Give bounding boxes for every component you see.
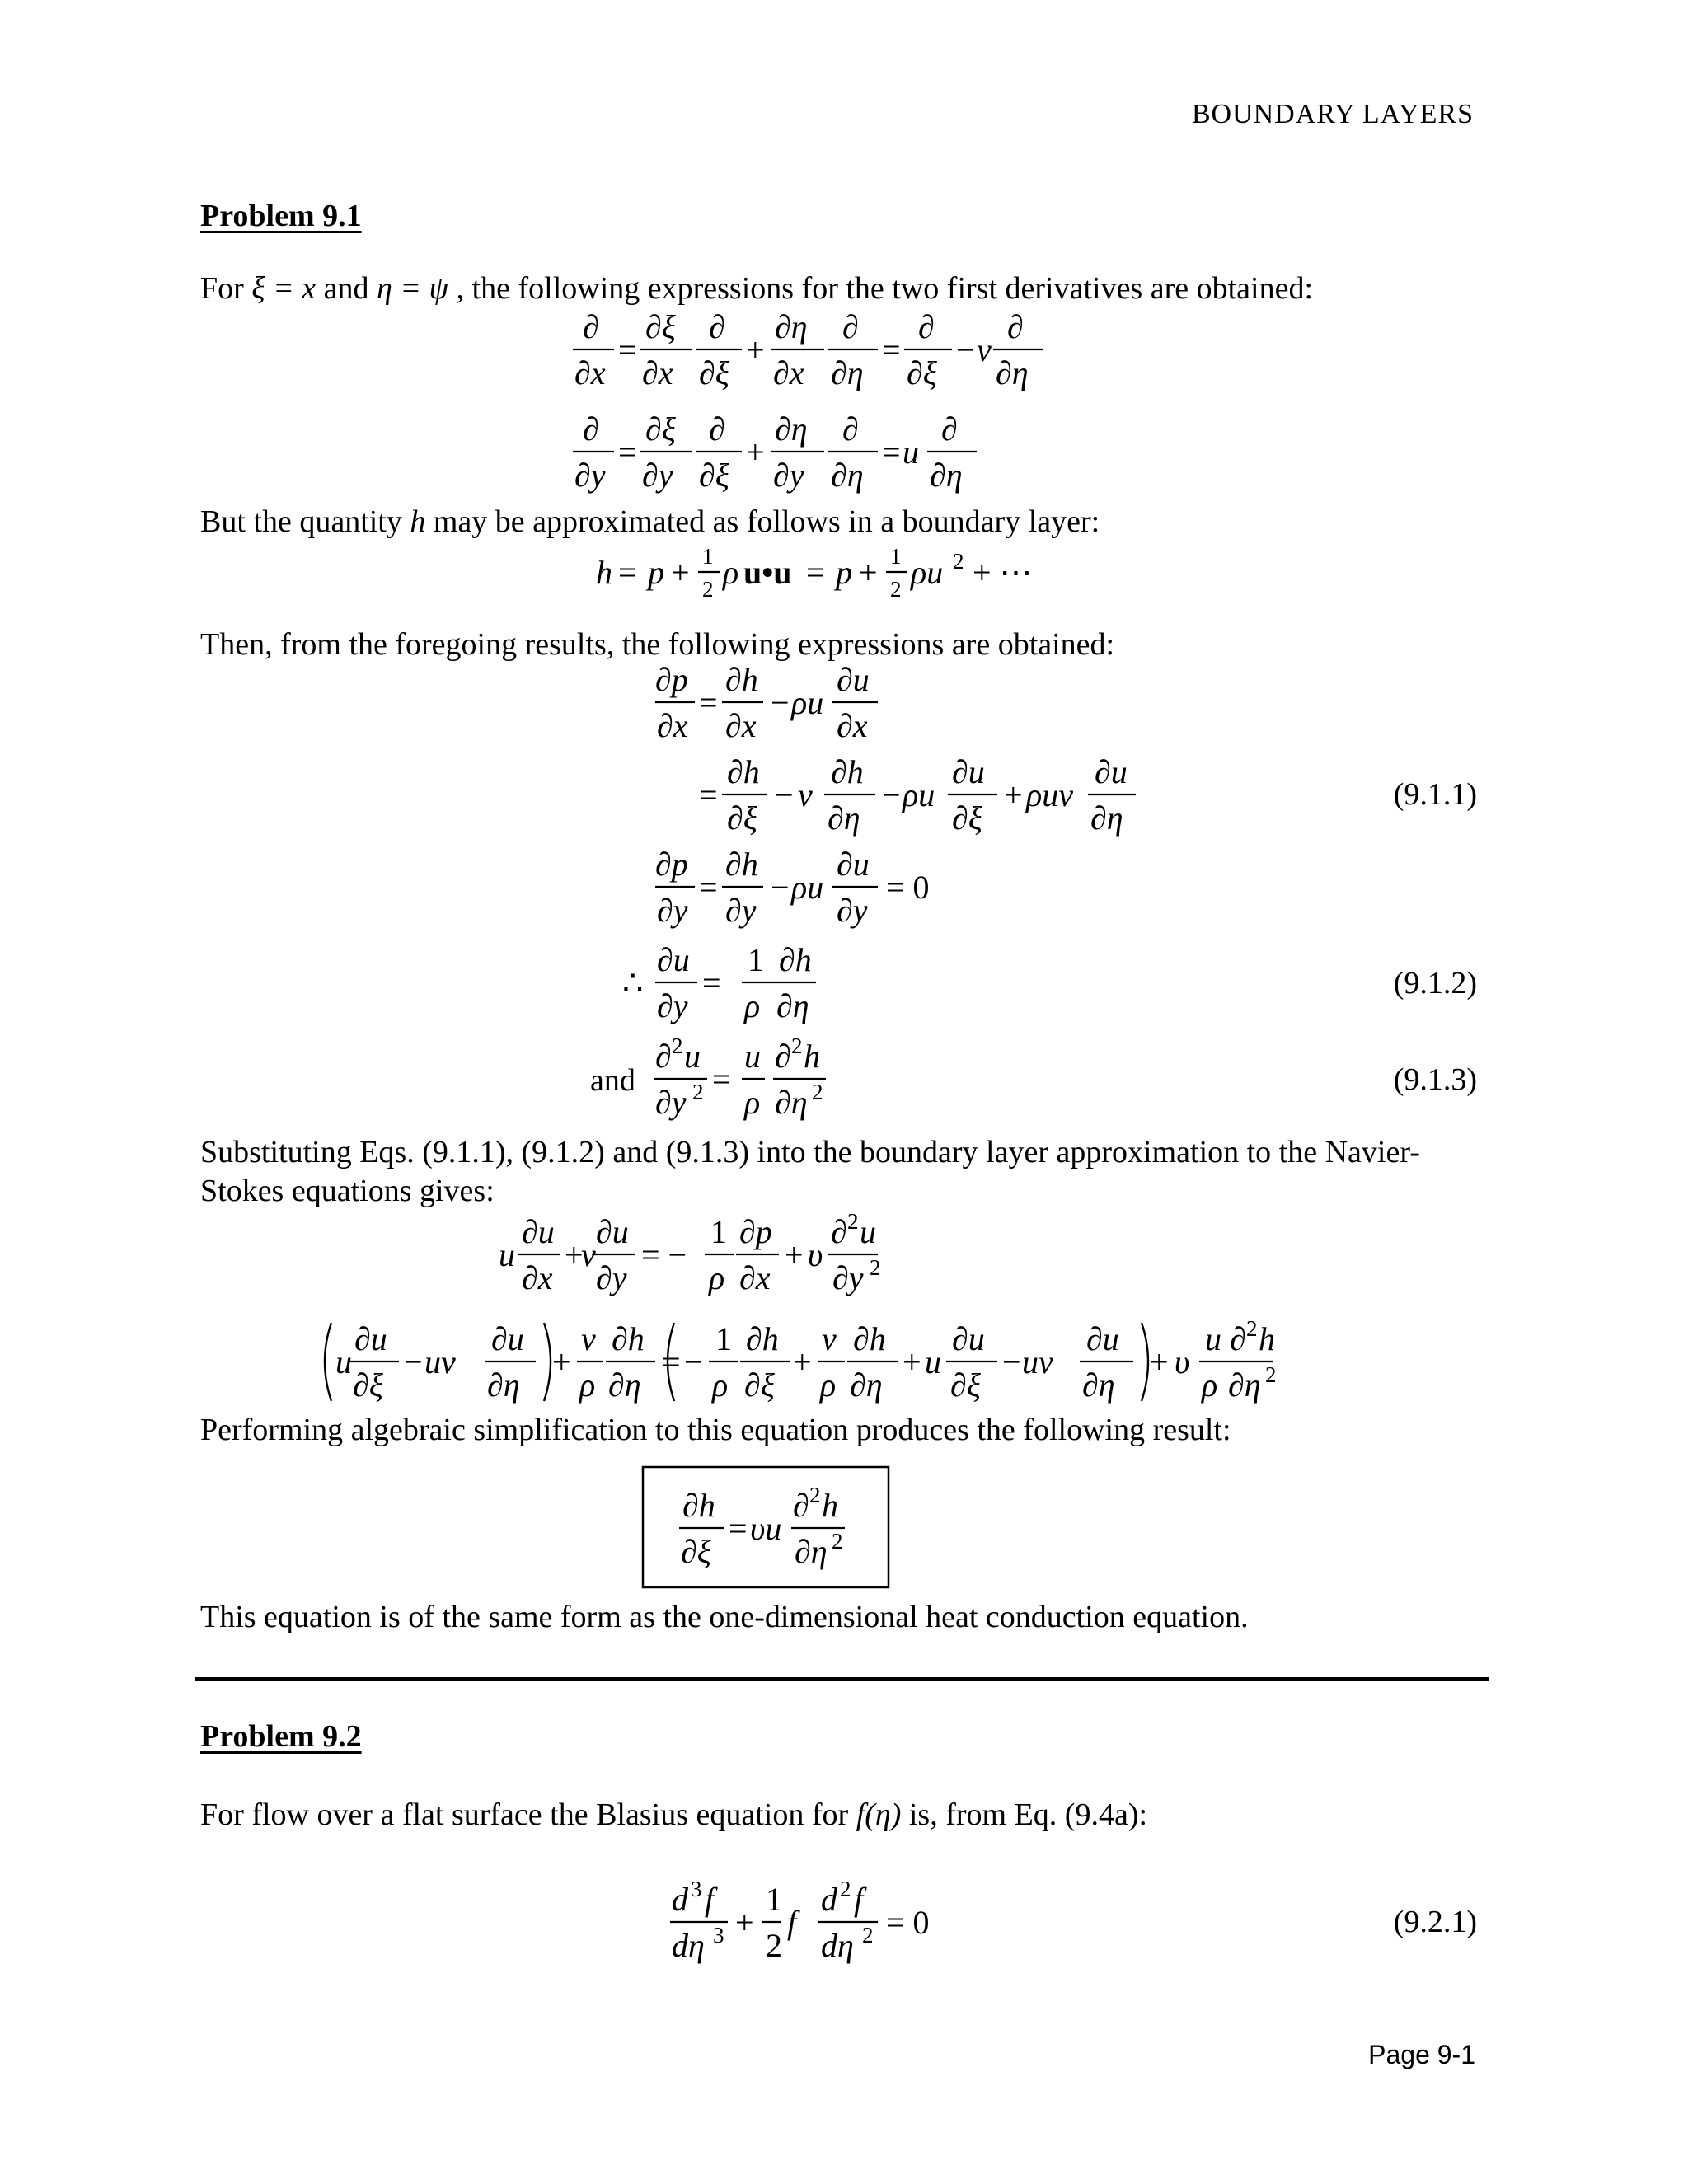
svg-text:∂ξ: ∂ξ [907, 354, 937, 391]
svg-text:∂x: ∂x [739, 1259, 771, 1296]
svg-text:∂ξ: ∂ξ [952, 799, 982, 837]
svg-text:∂η: ∂η [608, 1366, 641, 1404]
svg-text:f: f [787, 1904, 797, 1941]
svg-text:∂u: ∂u [1086, 1320, 1119, 1357]
svg-text:∂: ∂ [583, 410, 599, 448]
equation-transformed [335, 1316, 1277, 1404]
svg-text:= 0: = 0 [886, 869, 930, 906]
svg-text:2: 2 [1265, 1362, 1277, 1387]
svg-text:+ ⋯: + ⋯ [973, 554, 1033, 591]
svg-text:uv: uv [1022, 1343, 1053, 1380]
p2-intro-pre: For flow over a flat surface the Blasius equation for [200, 1797, 856, 1832]
svg-text:−: − [1002, 1343, 1021, 1380]
running-header: BOUNDARY LAYERS [1191, 99, 1474, 129]
svg-text:2: 2 [766, 1927, 782, 1964]
svg-text:v: v [977, 331, 992, 368]
svg-text:2: 2 [832, 1529, 843, 1554]
svg-text:ρ: ρ [579, 1366, 596, 1404]
svg-text:uv: uv [424, 1343, 456, 1380]
svg-text:∂η: ∂η [775, 410, 808, 448]
svg-text:= 0: = 0 [886, 1904, 930, 1941]
svg-text:u: u [860, 1213, 876, 1250]
eq-label-9-1-2: (9.1.2) [1393, 966, 1477, 1001]
svg-text:ρ: ρ [744, 987, 761, 1024]
svg-text:∂x: ∂x [642, 354, 673, 391]
svg-text:2: 2 [847, 1209, 859, 1234]
svg-text:1: 1 [702, 544, 714, 569]
svg-text:∂: ∂ [583, 308, 599, 345]
approx-pre: But the quantity [200, 504, 410, 539]
svg-text:2: 2 [862, 1923, 874, 1947]
svg-text:∂η: ∂η [831, 354, 864, 391]
svg-text:=: = [662, 1343, 681, 1380]
intro-pre: For [200, 271, 252, 306]
svg-text:p: p [648, 554, 664, 591]
svg-text:∂ξ: ∂ξ [645, 410, 676, 448]
svg-text:∂: ∂ [1007, 308, 1024, 345]
svg-text:∂h: ∂h [725, 846, 758, 883]
svg-text:2: 2 [809, 1483, 821, 1507]
svg-text:u: u [925, 1343, 941, 1380]
equation-d-dy [574, 410, 963, 494]
svg-text:∂h: ∂h [779, 941, 812, 978]
intro-math-eta: η = ψ [376, 271, 449, 306]
svg-text:∂η: ∂η [487, 1366, 520, 1404]
approx-post: may be approximated as follows in a boundary layer: [425, 504, 1100, 539]
svg-text:∂η: ∂η [1228, 1366, 1261, 1404]
svg-text:=: = [699, 869, 718, 906]
svg-text:∂η: ∂η [996, 354, 1029, 391]
problem-9-2-title: Problem 9.2 [200, 1719, 362, 1754]
svg-text:2: 2 [791, 1033, 803, 1058]
svg-text:υu: υu [750, 1510, 782, 1547]
p2-intro-math: f(η) [856, 1797, 902, 1832]
svg-text:=: = [618, 434, 637, 471]
svg-text:∂x: ∂x [725, 707, 757, 744]
svg-text:dη: dη [821, 1927, 854, 1964]
svg-text:∂η: ∂η [775, 308, 808, 345]
svg-text:−: − [775, 776, 794, 813]
equation-9-1-3 [655, 1033, 823, 1121]
svg-text:d: d [672, 1881, 688, 1918]
svg-text:∂h: ∂h [682, 1487, 715, 1524]
svg-text:u: u [744, 1038, 761, 1075]
svg-text:∂y: ∂y [657, 892, 688, 929]
svg-text:∂h: ∂h [853, 1320, 886, 1357]
svg-text:ρ: ρ [820, 1366, 837, 1404]
svg-text:∂x: ∂x [522, 1259, 553, 1296]
svg-text:∂x: ∂x [657, 707, 688, 744]
svg-text:2: 2 [953, 549, 964, 574]
svg-text:2: 2 [840, 1877, 851, 1901]
svg-text:u•u: u•u [743, 554, 792, 591]
svg-text:∂y: ∂y [642, 457, 673, 494]
intro-math-xi: ξ = x [251, 271, 316, 306]
svg-text:1: 1 [766, 1881, 782, 1918]
svg-text:+: + [565, 1236, 584, 1273]
svg-text:f: f [705, 1881, 715, 1918]
svg-text:∂y: ∂y [832, 1259, 864, 1296]
svg-text:=: = [702, 964, 721, 1001]
svg-text:∂p: ∂p [655, 846, 688, 883]
svg-text:∂h: ∂h [725, 661, 758, 698]
svg-text:∂: ∂ [709, 410, 725, 448]
svg-text:∂: ∂ [1230, 1320, 1246, 1357]
intro-post: , the following expressions for the two first derivatives are obtained: [448, 271, 1314, 306]
page-number: Page 9-1 [1368, 2040, 1475, 2069]
svg-text:ρ: ρ [744, 1084, 761, 1121]
svg-text:2: 2 [890, 577, 902, 602]
svg-text:2: 2 [672, 1033, 683, 1058]
svg-text:∂: ∂ [842, 410, 859, 448]
svg-text:1: 1 [715, 1320, 732, 1357]
svg-text:ρuv: ρuv [1026, 776, 1073, 813]
svg-text:h: h [822, 1487, 838, 1524]
svg-text:u: u [499, 1236, 515, 1273]
svg-text:2: 2 [702, 577, 714, 602]
svg-text:∂y: ∂y [837, 892, 868, 929]
svg-text:d: d [821, 1881, 837, 1918]
svg-text:u: u [335, 1343, 352, 1380]
svg-text:u: u [684, 1038, 701, 1075]
svg-text:=: = [882, 434, 901, 471]
svg-text:∂: ∂ [842, 308, 859, 345]
svg-text:∂y: ∂y [657, 987, 688, 1024]
svg-text:1: 1 [890, 544, 902, 569]
svg-text:=: = [729, 1510, 748, 1547]
svg-text:3: 3 [713, 1923, 724, 1947]
svg-text:ρ: ρ [712, 1366, 729, 1404]
svg-text:∂η: ∂η [1090, 799, 1123, 837]
svg-text:= −: = − [641, 1236, 687, 1273]
svg-text:∂u: ∂u [837, 846, 870, 883]
svg-text:+: + [746, 434, 765, 471]
svg-text:+: + [1150, 1343, 1169, 1380]
svg-text:∂: ∂ [775, 1038, 791, 1075]
svg-text:∂x: ∂x [574, 354, 606, 391]
svg-text:=: = [712, 1061, 731, 1098]
svg-text:∂η: ∂η [850, 1366, 883, 1404]
then-text: Then, from the foregoing results, the following expressions are obtained: [200, 627, 1115, 662]
svg-text:∂ξ: ∂ξ [681, 1533, 711, 1570]
svg-text:∂x: ∂x [773, 354, 804, 391]
svg-text:∂u: ∂u [657, 941, 690, 978]
svg-text:+: + [671, 554, 690, 591]
svg-text:+: + [735, 1904, 754, 1941]
svg-text:=: = [806, 554, 825, 591]
substituting-line-1: Substituting Eqs. (9.1.1), (9.1.2) and (9.1.3) into the boundary layer approximation to the Navier- [200, 1135, 1420, 1169]
svg-text:∂u: ∂u [596, 1213, 629, 1250]
svg-text:−: − [956, 331, 975, 368]
svg-text:∂h: ∂h [612, 1320, 645, 1357]
svg-text:=: = [618, 331, 637, 368]
svg-text:∂x: ∂x [837, 707, 868, 744]
svg-text:=: = [699, 776, 718, 813]
substituting-line-2: Stokes equations gives: [200, 1174, 495, 1208]
svg-text:∂ξ: ∂ξ [353, 1366, 383, 1404]
svg-text:−: − [771, 869, 790, 906]
svg-text:−: − [404, 1343, 423, 1380]
svg-text:ρu: ρu [903, 776, 935, 813]
svg-text:∂u: ∂u [354, 1320, 387, 1357]
svg-text:−: − [771, 684, 790, 721]
equation-dp-dy [655, 846, 930, 929]
svg-text:∂u: ∂u [952, 1320, 985, 1357]
conclusion-text: This equation is of the same form as the one-dimensional heat conduction equation. [200, 1600, 1249, 1634]
equation-navier-stokes [499, 1209, 881, 1296]
boxed-result-equation [681, 1483, 843, 1570]
svg-text:∂h: ∂h [727, 753, 760, 790]
svg-text:∂ξ: ∂ξ [645, 308, 676, 345]
and-word: and [590, 1063, 635, 1098]
svg-text:ρ: ρ [709, 1259, 725, 1296]
svg-text:h: h [1259, 1320, 1275, 1357]
svg-text:∂y: ∂y [655, 1084, 687, 1121]
svg-text:+: + [785, 1236, 804, 1273]
svg-text:∂ξ: ∂ξ [699, 457, 729, 494]
svg-text:∂u: ∂u [1095, 753, 1128, 790]
svg-text:∂η: ∂η [776, 987, 809, 1024]
svg-text:v: v [798, 776, 813, 813]
eq-label-9-2-1: (9.2.1) [1393, 1905, 1477, 1939]
svg-text:ρu: ρu [791, 684, 824, 721]
svg-text:∂η: ∂η [795, 1533, 828, 1570]
svg-text:∂η: ∂η [828, 799, 860, 837]
svg-text:∴: ∴ [622, 964, 644, 1001]
svg-text:∂: ∂ [793, 1487, 809, 1524]
svg-text:p: p [836, 554, 852, 591]
svg-text:∂: ∂ [655, 1038, 672, 1075]
svg-text:−: − [882, 776, 901, 813]
svg-text:∂η: ∂η [831, 457, 864, 494]
svg-text:1: 1 [748, 941, 764, 978]
problem-9-1-title: Problem 9.1 [200, 199, 362, 233]
svg-text:υ: υ [1175, 1343, 1190, 1380]
svg-text:=: = [882, 331, 901, 368]
svg-text:+: + [1004, 776, 1023, 813]
approx-var: h [410, 504, 426, 539]
svg-text:∂y: ∂y [725, 892, 757, 929]
svg-text:+: + [746, 331, 765, 368]
svg-text:∂y: ∂y [596, 1259, 627, 1296]
equation-9-2-1 [672, 1877, 930, 1964]
svg-text:v: v [581, 1320, 596, 1357]
intro-and: and [316, 271, 377, 306]
svg-text:∂y: ∂y [773, 457, 804, 494]
svg-text:u: u [1205, 1320, 1221, 1357]
equation-h-approx [596, 544, 1033, 602]
svg-text:∂ξ: ∂ξ [950, 1366, 981, 1404]
svg-text:∂ξ: ∂ξ [744, 1366, 775, 1404]
svg-text:∂: ∂ [709, 308, 725, 345]
svg-text:2: 2 [692, 1080, 704, 1104]
svg-text:∂y: ∂y [574, 457, 606, 494]
eq-label-9-1-1: (9.1.1) [1393, 777, 1477, 812]
svg-text:ρu: ρu [911, 554, 944, 591]
svg-text:=: = [618, 554, 637, 591]
svg-text:∂η: ∂η [930, 457, 963, 494]
svg-text:ρu: ρu [791, 869, 824, 906]
svg-text:2: 2 [1246, 1316, 1258, 1341]
svg-text:∂ξ: ∂ξ [699, 354, 729, 391]
svg-text:1: 1 [710, 1213, 727, 1250]
svg-text:∂η: ∂η [1082, 1366, 1115, 1404]
svg-text:+: + [903, 1343, 921, 1380]
svg-text:3: 3 [691, 1877, 702, 1901]
svg-text:v: v [822, 1320, 837, 1357]
svg-text:+: + [859, 554, 878, 591]
svg-text:∂η: ∂η [775, 1084, 808, 1121]
svg-text:∂: ∂ [941, 410, 958, 448]
svg-text:∂h: ∂h [831, 753, 864, 790]
svg-text:v: v [581, 1236, 596, 1273]
svg-text:+: + [552, 1343, 571, 1380]
svg-text:=: = [699, 684, 718, 721]
svg-text:ρ: ρ [723, 554, 739, 591]
svg-text:∂u: ∂u [491, 1320, 524, 1357]
svg-text:∂: ∂ [831, 1213, 847, 1250]
svg-text:∂p: ∂p [739, 1213, 772, 1250]
svg-text:2: 2 [870, 1255, 881, 1280]
svg-text:∂: ∂ [918, 308, 935, 345]
eq-label-9-1-3: (9.1.3) [1393, 1062, 1477, 1097]
svg-text:ρ: ρ [1202, 1366, 1218, 1404]
svg-text:h: h [804, 1038, 820, 1075]
simplification-text: Performing algebraic simplification to this equation produces the following result: [200, 1413, 1231, 1447]
svg-text:dη: dη [672, 1927, 705, 1964]
svg-text:∂ξ: ∂ξ [727, 799, 757, 837]
svg-text:υ: υ [808, 1236, 823, 1273]
svg-text:∂p: ∂p [655, 661, 688, 698]
svg-text:+: + [793, 1343, 812, 1380]
svg-text:u: u [903, 434, 919, 471]
svg-text:f: f [854, 1881, 864, 1918]
svg-text:∂u: ∂u [522, 1213, 555, 1250]
svg-text:∂u: ∂u [837, 661, 870, 698]
svg-text:∂u: ∂u [952, 753, 985, 790]
p2-intro-post: is, from Eq. (9.4a): [901, 1797, 1148, 1832]
svg-text:2: 2 [812, 1080, 823, 1104]
svg-text:h: h [596, 554, 612, 591]
svg-text:−: − [684, 1343, 703, 1380]
svg-text:∂h: ∂h [746, 1320, 779, 1357]
